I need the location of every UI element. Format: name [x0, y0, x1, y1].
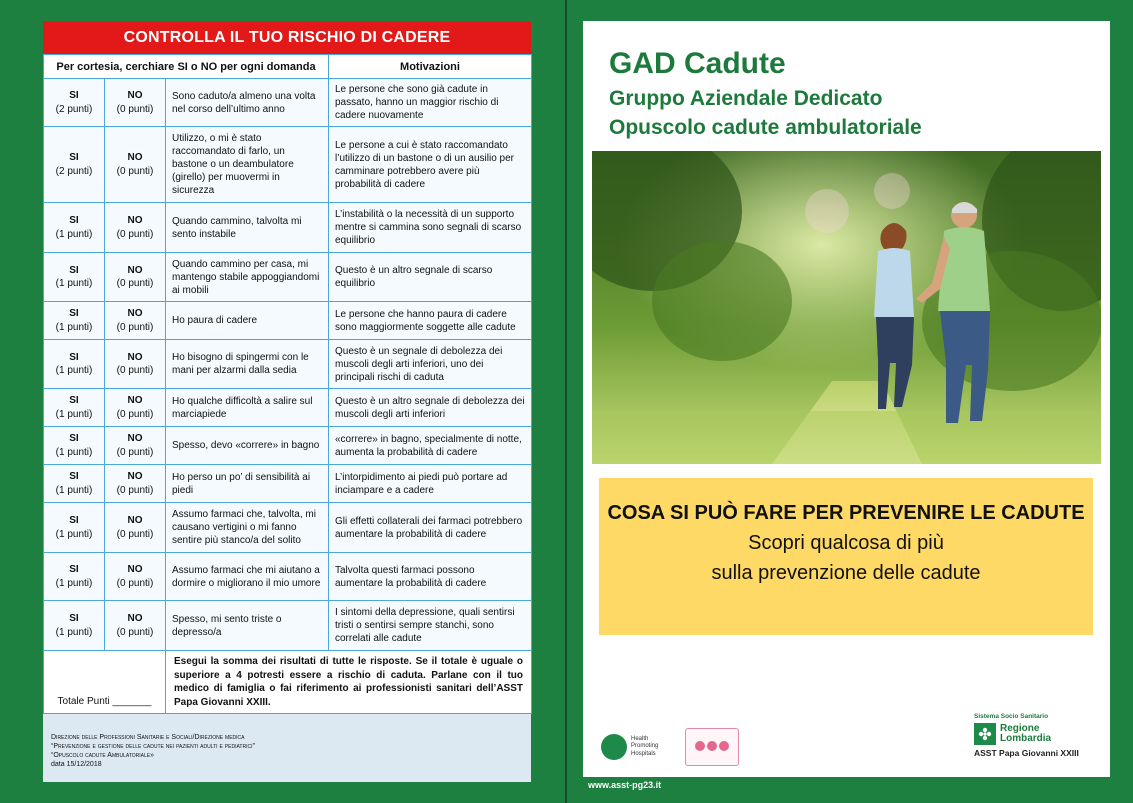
yes-option[interactable]: SI (1 punti)	[44, 465, 105, 503]
yes-option[interactable]: SI (2 punti)	[44, 127, 105, 203]
question-text: Ho paura di cadere	[166, 302, 329, 340]
left-page	[0, 0, 566, 803]
question-text: Utilizzo, o mi è stato raccomandato di farlo, un bastone o un deambulatore (girello) per muovermi in sicurezza	[166, 127, 329, 203]
motivation-text: Le persone che sono già cadute in passato, hanno un maggior rischio di cadere nuovamente	[329, 79, 532, 127]
promo-line: sulla prevenzione delle cadute	[711, 561, 981, 584]
motivation-text: Questo è un altro segnale di debolezza dei muscoli degli arti inferiori	[329, 389, 532, 427]
motivation-text: Talvolta questi farmaci possono aumentare la probabilità di cadere	[329, 553, 532, 601]
promo-line: Scopri qualcosa di più	[748, 531, 944, 554]
promo-heading: COSA SI PUÒ FARE PER PREVENIRE LE CADUTE	[607, 502, 1085, 524]
regione-lombardia-logo	[974, 713, 1102, 758]
checklist-title: CONTROLLA IL TUO RISCHIO DI CADERE	[43, 21, 531, 54]
cover-page	[583, 21, 1110, 777]
question-text: Quando cammino, talvolta mi sento instabile	[166, 203, 329, 253]
question-row	[44, 465, 532, 503]
footer-line: “Prevenzione e gestione delle cadute nei pazienti adulti e pediatrici”	[51, 743, 255, 751]
lombardia-name: Lombardia	[1000, 733, 1052, 744]
yes-option[interactable]: SI (1 punti)	[44, 601, 105, 651]
question-row	[44, 302, 532, 340]
hph-logo	[601, 734, 671, 760]
hph-circle-icon	[601, 734, 627, 760]
promo-box	[599, 478, 1093, 635]
total-points-label: Totale Punti _______	[44, 651, 166, 714]
no-option[interactable]: NO (0 punti)	[105, 79, 166, 127]
certification-badge-icon	[685, 728, 739, 766]
no-option[interactable]: NO (0 punti)	[105, 465, 166, 503]
hph-logo-text: Health Promoting Hospitals	[631, 736, 659, 757]
no-option[interactable]: NO (0 punti)	[105, 389, 166, 427]
yes-option[interactable]: SI (1 punti)	[44, 427, 105, 465]
question-row	[44, 253, 532, 302]
lombardia-system-text: Sistema Socio Sanitario	[974, 713, 1049, 720]
motivation-text: Gli effetti collaterali dei farmaci potrebbero aumentare la probabilità di cadere	[329, 503, 532, 553]
motivation-text: «correre» in bagno, specialmente di notte, aumenta la probabilità di cadere	[329, 427, 532, 465]
yes-option[interactable]: SI (2 punti)	[44, 79, 105, 127]
motivations-header: Motivazioni	[329, 55, 532, 79]
couple-walking-image	[592, 151, 1101, 464]
question-row	[44, 553, 532, 601]
yes-option[interactable]: SI (1 punti)	[44, 503, 105, 553]
no-option[interactable]: NO (0 punti)	[105, 427, 166, 465]
footer-line: Direzione delle Professioni Sanitarie e Sociali/Direzione medica	[51, 734, 245, 741]
motivation-text: Questo è un segnale di debolezza dei muscoli degli arti inferiori, uno dei principali rischi di caduta	[329, 340, 532, 389]
lombardia-rose-icon	[974, 723, 996, 745]
question-row	[44, 203, 532, 253]
no-option[interactable]: NO (0 punti)	[105, 340, 166, 389]
question-row	[44, 127, 532, 203]
motivation-text: Le persone a cui è stato raccomandato l’utilizzo di un bastone o di un ausilio per camminare potrebbero avere più probabilità di cadere	[329, 127, 532, 203]
instruction-header: Per cortesia, cerchiare SI o NO per ogni domanda	[44, 55, 329, 79]
motivation-text: L’instabilità o la necessità di un supporto mentre si cammina sono segnali di scarso equilibrio	[329, 203, 532, 253]
document-footer	[51, 733, 523, 769]
question-text: Spesso, mi sento triste o depresso/a	[166, 601, 329, 651]
motivation-text: Questo è un altro segnale di scarso equilibrio	[329, 253, 532, 302]
no-option[interactable]: NO (0 punti)	[105, 127, 166, 203]
question-row	[44, 389, 532, 427]
asst-name: ASST Papa Giovanni XXIII	[974, 748, 1079, 758]
motivation-text: L’intorpidimento ai piedi può portare ad inciampare e a cadere	[329, 465, 532, 503]
page-spine	[565, 0, 567, 803]
cover-photo	[592, 151, 1101, 464]
question-text: Ho bisogno di spingermi con le mani per alzarmi dalla sedia	[166, 340, 329, 389]
question-text: Quando cammino per casa, mi mantengo stabile appoggiandomi ai mobili	[166, 253, 329, 302]
right-page	[566, 0, 1133, 803]
question-text: Assumo farmaci che mi aiutano a dormire o migliorano il mio umore	[166, 553, 329, 601]
question-text: Ho qualche difficoltà a salire sul marciapiede	[166, 389, 329, 427]
no-option[interactable]: NO (0 punti)	[105, 601, 166, 651]
cover-subtitle: Gruppo Aziendale Dedicato	[609, 87, 883, 110]
no-option[interactable]: NO (0 punti)	[105, 203, 166, 253]
question-text: Ho perso un po’ di sensibilità ai piedi	[166, 465, 329, 503]
no-option[interactable]: NO (0 punti)	[105, 503, 166, 553]
risk-table	[43, 54, 532, 714]
no-option[interactable]: NO (0 punti)	[105, 302, 166, 340]
question-text: Assumo farmaci che, talvolta, mi causano vertigini o mi fanno sentire più stanco/a del solito	[166, 503, 329, 553]
motivation-text: I sintomi della depressione, quali sentirsi tristi o sentirsi sempre stanchi, sono correlati alle cadute	[329, 601, 532, 651]
question-text: Spesso, devo «correre» in bagno	[166, 427, 329, 465]
question-row	[44, 601, 532, 651]
yes-option[interactable]: SI (1 punti)	[44, 389, 105, 427]
yes-option[interactable]: SI (1 punti)	[44, 203, 105, 253]
yes-option[interactable]: SI (1 punti)	[44, 553, 105, 601]
lombardia-name: Regione	[1000, 722, 1040, 734]
question-text: Sono caduto/a almeno una volta nel corso dell’ultimo anno	[166, 79, 329, 127]
question-row	[44, 427, 532, 465]
total-instructions: Esegui la somma dei risultati di tutte le risposte. Se il totale è uguale o superiore a 4 potresti essere a rischio di caduta. Parlane con il tuo medico di famiglia o fai riferimento ai professionisti sanitari dell’ASST Papa Giovanni XXIII.	[166, 651, 532, 714]
yes-option[interactable]: SI (1 punti)	[44, 253, 105, 302]
cover-title: GAD Cadute	[609, 47, 786, 80]
question-row	[44, 79, 532, 127]
footer-line: “Opuscolo cadute Ambulatoriale»	[51, 752, 155, 760]
motivation-text: Le persone che hanno paura di cadere sono maggiormente soggette alle cadute	[329, 302, 532, 340]
question-row	[44, 340, 532, 389]
footer-date: data 15/12/2018	[51, 761, 102, 769]
cover-subtitle: Opuscolo cadute ambulatoriale	[609, 116, 922, 139]
risk-checklist	[43, 21, 531, 782]
yes-option[interactable]: SI (1 punti)	[44, 302, 105, 340]
yes-option[interactable]: SI (1 punti)	[44, 340, 105, 389]
website-url[interactable]: www.asst-pg23.it	[588, 780, 662, 790]
no-option[interactable]: NO (0 punti)	[105, 253, 166, 302]
question-row	[44, 503, 532, 553]
no-option[interactable]: NO (0 punti)	[105, 553, 166, 601]
